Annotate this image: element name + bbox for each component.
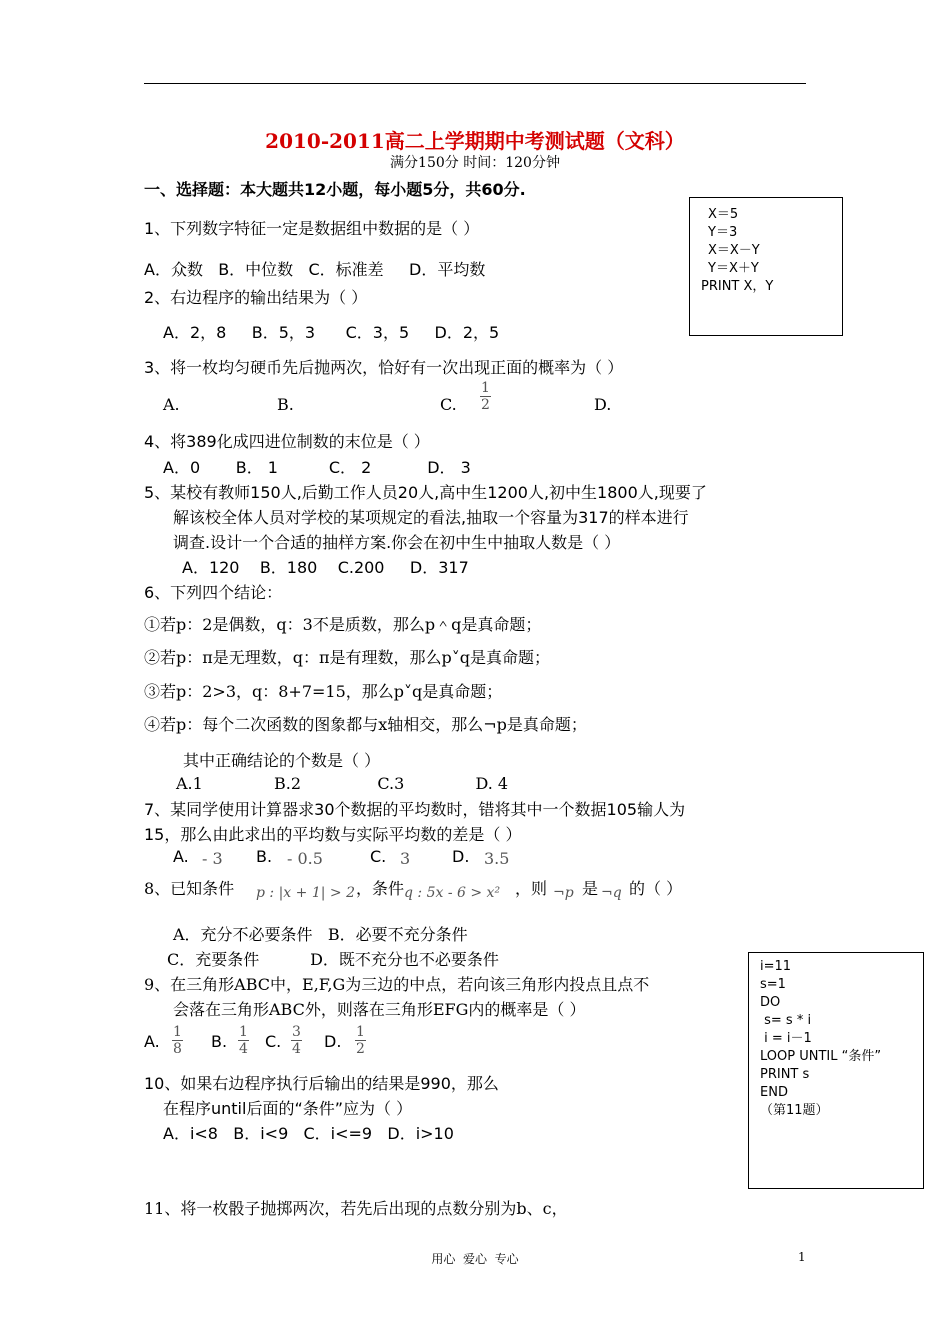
program-line: PRINT X，Y (701, 279, 774, 294)
question-7-line-2: 15，那么由此求出的平均数与实际平均数的差是（ ） (144, 825, 522, 844)
q6-statement-3: ③若p：2>3，q：8+7=15，那么p˅q是真命题； (144, 682, 503, 701)
q7-option-b: B. (256, 847, 273, 866)
section-heading: 一、选择题：本大题共12小题，每小题5分，共60分. (144, 180, 526, 199)
question-5-options: A．120 B．180 C.200 D．317 (182, 558, 469, 577)
fraction-denominator: 4 (239, 1041, 248, 1057)
q8-condition-p: p : |x + 1| > 2 (256, 885, 355, 901)
page-footer: 用心 爱心 专心 (431, 1252, 519, 1266)
q9-option-b-fraction (238, 1024, 249, 1057)
q9-option-d: D. (324, 1032, 342, 1051)
question-1: 1、下列数字特征一定是数据组中数据的是（ ） (144, 219, 480, 238)
question-8-options-1: A．充分不必要条件 B．必要不充分条件 (173, 925, 468, 944)
question-8-prefix: 8、已知条件 (144, 879, 235, 898)
program-line: s=1 (760, 977, 786, 992)
q6-prompt: 其中正确结论的个数是（ ） (183, 751, 381, 770)
question-1-options: A．众数 B．中位数 C．标准差 D．平均数 (144, 260, 486, 279)
q3-option-c-fraction (480, 380, 491, 413)
page-number: 1 (798, 1250, 806, 1264)
question-8-end: 的（ ） (629, 879, 683, 898)
program-line: i = i－1 (760, 1031, 812, 1046)
q7-option-d-value: 3.5 (484, 849, 510, 868)
q7-option-a-value: - 3 (202, 849, 223, 868)
program-line: X＝5 (708, 207, 739, 222)
fraction-denominator: 8 (173, 1041, 182, 1057)
q9-option-a-fraction (172, 1024, 183, 1057)
program-line: s= s * i (760, 1013, 812, 1028)
question-11: 11、将一枚骰子抛掷两次，若先后出现的点数分别为b、c， (144, 1199, 568, 1218)
fraction-denominator: 2 (481, 397, 490, 413)
q9-option-c: C. (265, 1032, 282, 1051)
question-10-options: A．i<8 B．i<9 C．i<=9 D．i>10 (163, 1124, 454, 1143)
q7-option-c: C. (370, 847, 387, 866)
program-line: Y＝X＋Y (708, 261, 759, 276)
q7-option-d: D. (452, 847, 470, 866)
page-title: 2010-2011高二上学期期中考测试题（文科） (265, 129, 685, 153)
q7-option-b-value: - 0.5 (287, 849, 323, 868)
fraction-numerator: 1 (239, 1024, 248, 1040)
program-caption: （第11题） (760, 1103, 829, 1118)
fraction-denominator: 4 (292, 1041, 301, 1057)
q3-option-a: A. (163, 395, 180, 414)
question-9-line-1: 9、在三角形ABC中，E,F,G为三边的中点，若向该三角形内投点且点不 (144, 975, 650, 994)
question-5-line-3: 调查.设计一个合适的抽样方案.你会在初中生中抽取人数是（ ） (173, 533, 621, 552)
program-line: DO (760, 995, 781, 1010)
q9-option-a: A. (144, 1032, 160, 1051)
program-line: X＝X－Y (708, 243, 760, 258)
question-4-options: A．0 B． 1 C． 2 D． 3 (163, 458, 471, 477)
q7-option-c-value: 3 (400, 849, 411, 868)
question-8-options-2: C．充要条件 D．既不充分也不必要条件 (167, 950, 499, 969)
q3-option-c: C. (440, 395, 457, 414)
question-6: 6、下列四个结论： (144, 583, 283, 602)
q9-option-b: B. (211, 1032, 228, 1051)
q6-statement-4: ④若p：每个二次函数的图象都与x轴相交，那么¬p是真命题； (144, 715, 587, 734)
question-8-then: ，则 (515, 879, 548, 898)
question-5-line-1: 5、某校有教师150人,后勤工作人员20人,高中生1200人,初中生1800人,现要了 (144, 483, 707, 502)
header-rule (144, 83, 806, 84)
program-line: PRINT s (760, 1067, 810, 1082)
question-2: 2、右边程序的输出结果为（ ） (144, 288, 368, 307)
program-line: Y＝3 (708, 225, 738, 240)
program-box-q10 (748, 952, 924, 1189)
exam-info: 满分150分 时间：120分钟 (390, 155, 560, 171)
fraction-numerator: 1 (481, 380, 490, 396)
q3-option-d: D. (594, 395, 612, 414)
q8-not-p: ¬p (553, 885, 574, 901)
fraction-numerator: 3 (292, 1024, 301, 1040)
question-10-line-1: 10、如果右边程序执行后输出的结果是990，那么 (144, 1074, 499, 1093)
fraction-numerator: 1 (173, 1024, 182, 1040)
q9-option-c-fraction (291, 1024, 302, 1057)
q6-statement-1: ①若p：2是偶数，q：3不是质数，那么p＾q是真命题； (144, 615, 542, 634)
question-5-line-2: 解该校全体人员对学校的某项规定的看法,抽取一个容量为317的样本进行 (173, 508, 689, 527)
question-7-line-1: 7、某同学使用计算器求30个数据的平均数时，错将其中一个数据105输人为 (144, 800, 686, 819)
program-line: LOOP UNTIL “条件” (760, 1049, 882, 1064)
program-line: END (760, 1085, 788, 1100)
question-2-options: A．2，8 B．5，3 C．3，5 D．2，5 (163, 323, 500, 342)
question-3: 3、将一枚均匀硬币先后抛两次，恰好有一次出现正面的概率为（ ） (144, 358, 624, 377)
q6-statement-2: ②若p：π是无理数，q：π是有理数，那么p˅q是真命题； (144, 648, 551, 667)
program-box-q2 (689, 197, 843, 336)
question-10-line-2: 在程序until后面的“条件”应为（ ） (163, 1099, 413, 1118)
q8-condition-q: q : 5x - 6 > x² (404, 885, 501, 901)
question-9-line-2: 会落在三角形ABC外，则落在三角形EFG内的概率是（ ） (173, 1000, 586, 1019)
fraction-denominator: 2 (356, 1041, 365, 1057)
question-4: 4、将389化成四进位制数的末位是（ ） (144, 432, 430, 451)
q3-option-b: B. (277, 395, 294, 414)
q9-option-d-fraction (355, 1024, 366, 1057)
question-8-mid: ，条件 (356, 879, 405, 898)
question-6-options: A.1 B.2 C.3 D. 4 (176, 774, 509, 793)
q8-not-q: ¬q (601, 885, 622, 901)
fraction-numerator: 1 (356, 1024, 365, 1040)
q7-option-a: A. (173, 847, 189, 866)
question-8-is: 是 (582, 879, 599, 898)
program-line: i=11 (760, 959, 792, 974)
